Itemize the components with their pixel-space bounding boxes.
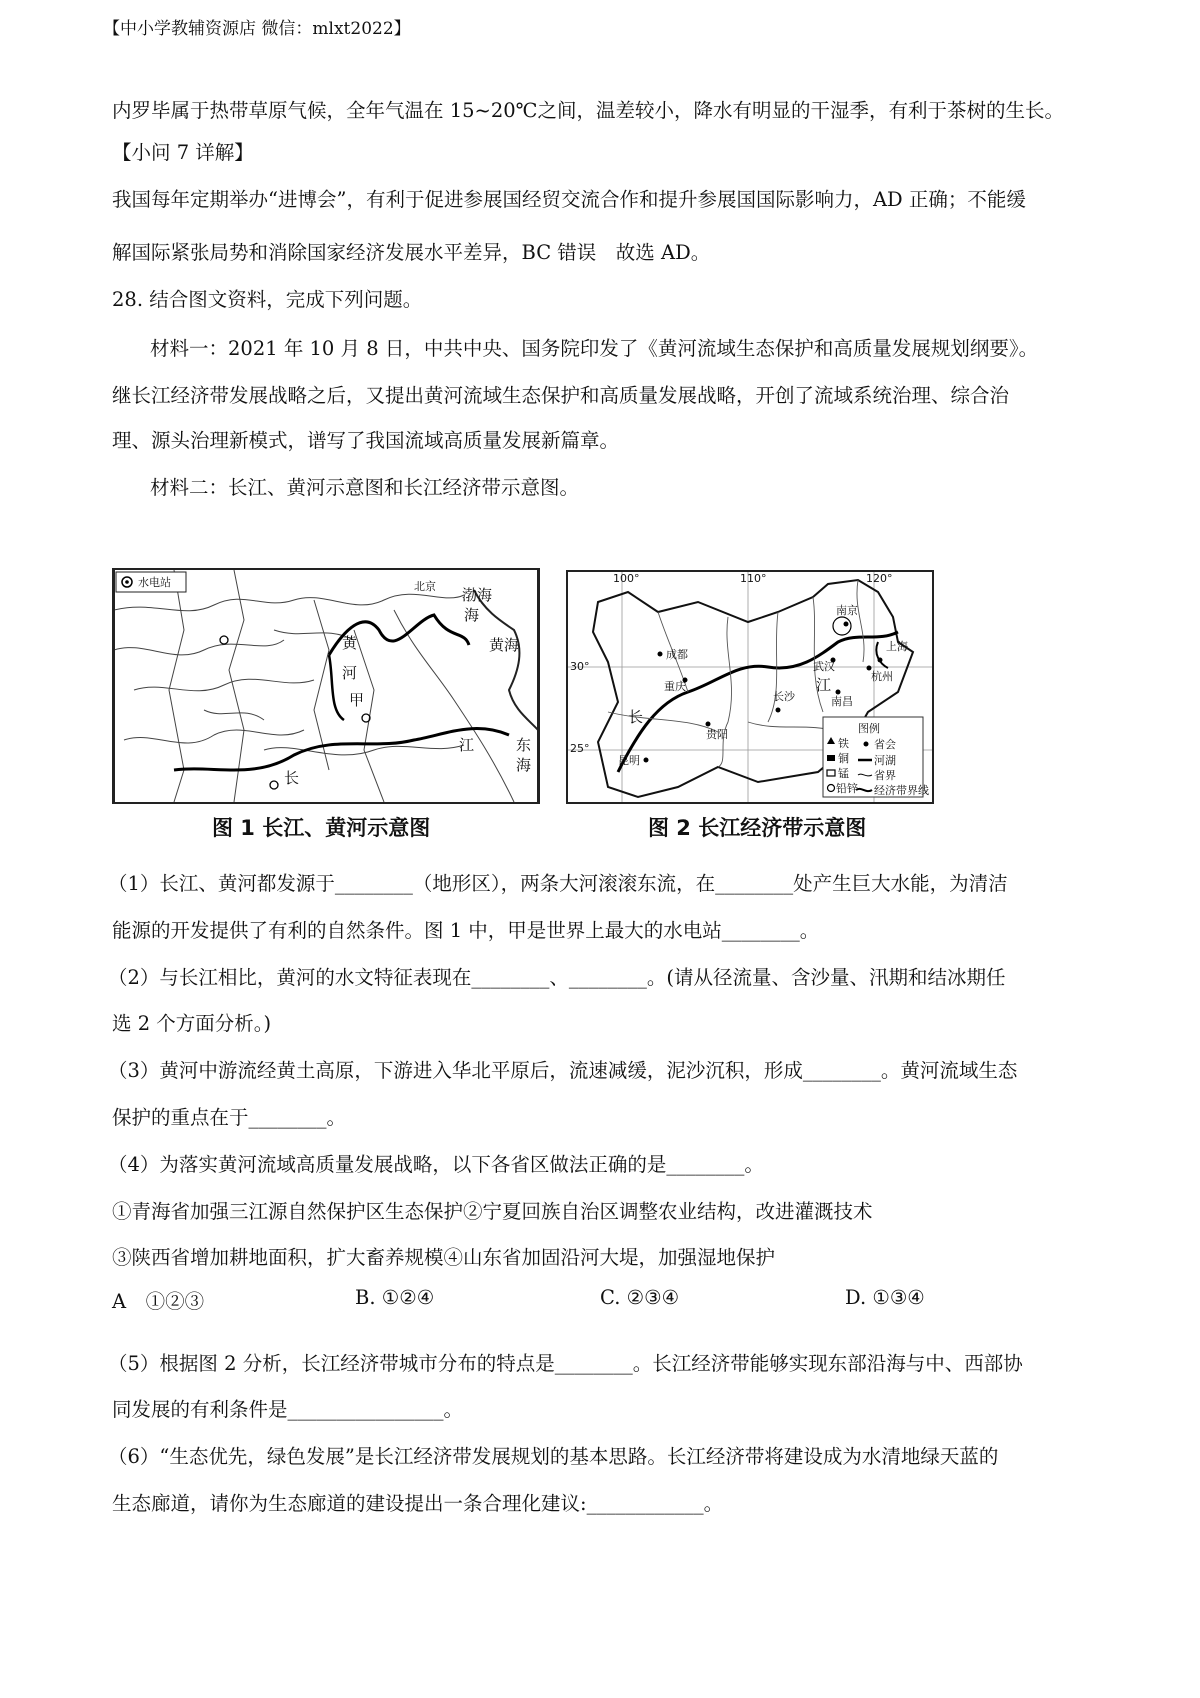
map-label: 海 bbox=[516, 756, 532, 774]
legend-label: 省会 bbox=[874, 738, 896, 751]
map-label: 渤海 bbox=[462, 586, 493, 604]
map-label: 长 bbox=[628, 708, 644, 726]
map-label: 黄海 bbox=[489, 636, 520, 654]
latitude-label: 30° bbox=[570, 660, 590, 673]
legend-label: 锰 bbox=[838, 767, 849, 780]
figure-2-caption: 图 2 长江经济带示意图 bbox=[648, 816, 867, 840]
city-label: 上海 bbox=[886, 640, 908, 653]
option-d[interactable]: D. ①③④ bbox=[845, 1286, 925, 1309]
legend-label: 河湖 bbox=[874, 754, 896, 767]
option-a[interactable]: A ①②③ bbox=[112, 1290, 205, 1313]
city-label: 重庆 bbox=[664, 680, 686, 693]
option-b[interactable]: B. ①②④ bbox=[355, 1286, 435, 1309]
material-line: 理、源头治理新模式，谱写了我国流域高质量发展新篇章。 bbox=[112, 429, 620, 452]
legend-title: 图例 bbox=[858, 722, 880, 735]
legend-label: 铅锌 bbox=[836, 782, 858, 795]
question-line: 生态廊道，请你为生态廊道的建设提出一条合理化建议:____________。 bbox=[112, 1492, 724, 1515]
city-label: 杭州 bbox=[871, 670, 893, 683]
question-line: （6）“生态优先，绿色发展”是长江经济带发展规划的基本思路。长江经济带将建设成为水清地绿天蓝的 bbox=[108, 1445, 999, 1468]
hydropower-icon bbox=[362, 714, 370, 722]
figure-1-caption: 图 1 长江、黄河示意图 bbox=[212, 816, 431, 840]
legend-label: 水电站 bbox=[138, 576, 171, 589]
copper-icon bbox=[827, 755, 835, 761]
map-label: 江 bbox=[459, 736, 475, 754]
question-line: （1）长江、黄河都发源于________（地形区），两条大河滚滚东流，在________处产生巨大水能，为清洁 bbox=[108, 872, 1008, 895]
question-line: （3）黄河中游流经黄土高原，下游进入华北平原后，流速减缓，泥沙沉积，形成________。黄河流域生态 bbox=[108, 1059, 1018, 1082]
city-label: 昆明 bbox=[618, 754, 640, 767]
question-line: （4）为落实黄河流域高质量发展战略，以下各省区做法正确的是________。 bbox=[108, 1153, 764, 1176]
city-label: 成都 bbox=[666, 648, 688, 661]
question-line: （5）根据图 2 分析，长江经济带城市分布的特点是________。长江经济带能够实现东部沿海与中、西部协 bbox=[108, 1352, 1023, 1375]
longitude-label: 100° bbox=[613, 572, 640, 585]
city-label: 南昌 bbox=[831, 695, 853, 708]
question-title: 28. 结合图文资料，完成下列问题。 bbox=[112, 288, 423, 311]
material-line: 继长江经济带发展战略之后，又提出黄河流域生态保护和高质量发展战略，开创了流域系统治理、综合治 bbox=[112, 384, 1010, 407]
option-c[interactable]: C. ②③④ bbox=[600, 1286, 680, 1309]
map-label: 海 bbox=[464, 606, 480, 624]
longitude-label: 120° bbox=[866, 572, 893, 585]
material-line: 材料一：2021 年 10 月 8 日，中共中央、国务院印发了《黄河流域生态保护和高质量发展规划纲要》。 bbox=[150, 337, 1039, 360]
legend-label: 铜 bbox=[838, 752, 849, 765]
legend-label: 省界 bbox=[874, 769, 896, 782]
legend-label: 经济带界线 bbox=[874, 784, 929, 797]
question-line: ①青海省加强三江源自然保护区生态保护②宁夏回族自治区调整农业结构，改进灌溉技术 bbox=[112, 1200, 873, 1223]
latitude-label: 25° bbox=[570, 742, 590, 755]
answer-line: 内罗毕属于热带草原气候，全年气温在 15~20℃之间，温差较小，降水有明显的干湿季，有利于茶树的生长。 bbox=[112, 99, 1064, 122]
hydropower-icon bbox=[220, 636, 228, 644]
sub-question-heading: 【小问 7 详解】 bbox=[112, 141, 254, 164]
figure-2-map bbox=[566, 570, 934, 804]
capital-icon bbox=[864, 742, 869, 747]
question-line: 选 2 个方面分析。) bbox=[112, 1012, 272, 1035]
city-label: 长沙 bbox=[773, 690, 795, 703]
map-label: 江 bbox=[816, 676, 832, 694]
question-line: 同发展的有利条件是________________。 bbox=[112, 1398, 464, 1421]
map-label: 长 bbox=[284, 769, 300, 787]
map-label: 东 bbox=[516, 736, 532, 754]
city-label: 南京 bbox=[836, 604, 858, 617]
question-line: 保护的重点在于________。 bbox=[112, 1106, 347, 1129]
hydropower-icon bbox=[270, 781, 278, 789]
yangtze-economic-belt-map bbox=[568, 572, 932, 802]
answer-line: 解国际紧张局势和消除国家经济发展水平差异，BC 错误 故选 AD。 bbox=[112, 241, 711, 264]
map-label: 黄 bbox=[342, 634, 358, 652]
yangtze-yellow-river-map bbox=[114, 570, 538, 802]
answer-line: 我国每年定期举办“进博会”，有利于促进参展国经贸交流合作和提升参展国国际影响力，AD 正确；不能缓 bbox=[112, 188, 1026, 211]
legend-label: 铁 bbox=[838, 737, 849, 750]
map-label: 北京 bbox=[414, 580, 436, 593]
material-line: 材料二：长江、黄河示意图和长江经济带示意图。 bbox=[150, 476, 580, 499]
figure-1-map bbox=[112, 568, 540, 804]
longitude-label: 110° bbox=[740, 572, 767, 585]
map-label: 河 bbox=[342, 664, 358, 682]
header-watermark: 【中小学教辅资源店 微信：mlxt2022】 bbox=[103, 19, 411, 39]
question-line: ③陕西省增加耕地面积，扩大畜养规模④山东省加固沿河大堤，加强湿地保护 bbox=[112, 1246, 776, 1269]
question-line: 能源的开发提供了有利的自然条件。图 1 中，甲是世界上最大的水电站________。 bbox=[112, 919, 820, 942]
question-line: （2）与长江相比，黄河的水文特征表现在________、________。(请从径流量、含沙量、汛期和结冰期任 bbox=[108, 966, 1006, 989]
city-label: 武汉 bbox=[813, 660, 835, 673]
map-label: 甲 bbox=[349, 691, 365, 709]
city-label: 贵阳 bbox=[706, 728, 728, 741]
